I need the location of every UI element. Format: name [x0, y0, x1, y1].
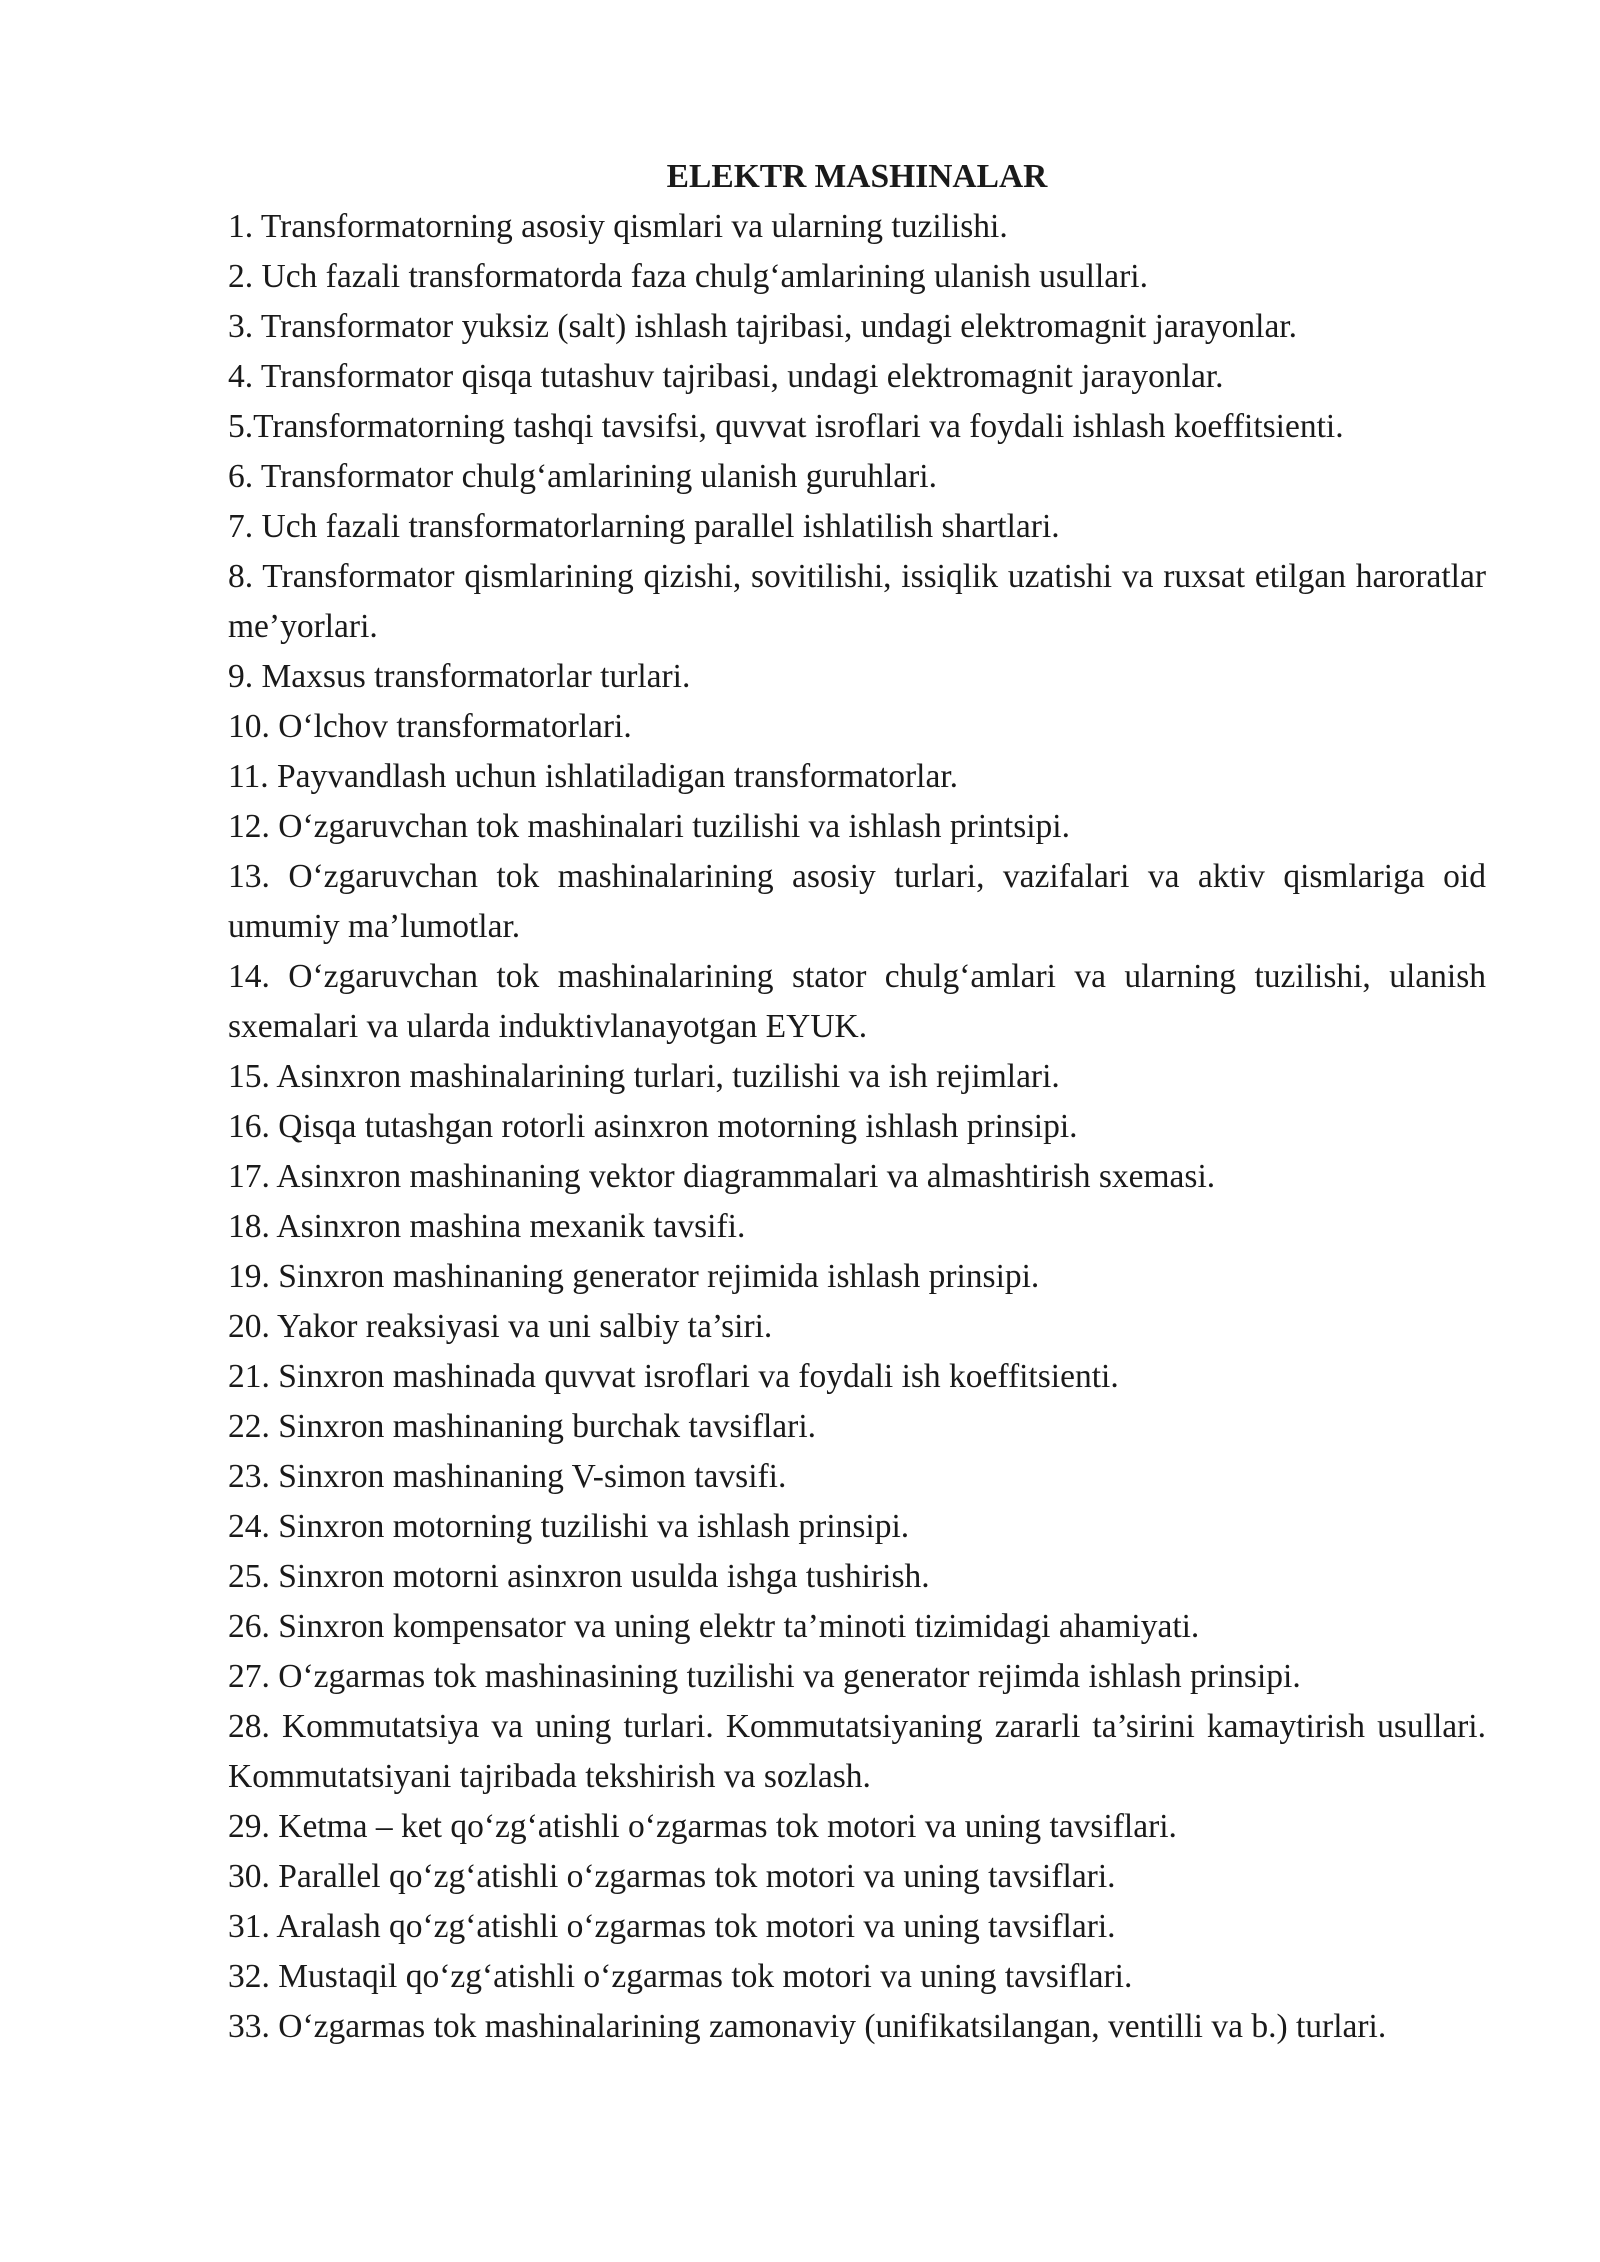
- list-item: 32. Mustaqil qo‘zg‘atishli o‘zgarmas tok motori va uning tavsiflari.: [228, 1958, 1133, 1995]
- document-page: [228, 152, 1486, 2052]
- question-list: [228, 202, 1486, 2052]
- list-item: 14. O‘zgaruvchan tok mashinalarining stator chulg‘amlari va ularning tuzilishi, ulanish sxemalari va ularda induktivlanayotgan EYUK.: [228, 958, 1486, 1045]
- list-item: 1. Transformatorning asosiy qismlari va ularning tuzilishi.: [228, 208, 1008, 245]
- list-item: 19. Sinxron mashinaning generator rejimida ishlash prinsipi.: [228, 1258, 1040, 1295]
- list-item: 23. Sinxron mashinaning V-simon tavsifi.: [228, 1458, 787, 1495]
- list-item: 20. Yakor reaksiyasi va uni salbiy ta’siri.: [228, 1308, 773, 1345]
- list-item: 24. Sinxron motorning tuzilishi va ishlash prinsipi.: [228, 1508, 910, 1545]
- list-item: 16. Qisqa tutashgan rotorli asinxron motorning ishlash prinsipi.: [228, 1108, 1078, 1145]
- list-item: 21. Sinxron mashinada quvvat isroflari va foydali ish koeffitsienti.: [228, 1358, 1119, 1395]
- list-item: 4. Transformator qisqa tutashuv tajribasi, undagi elektromagnit jarayonlar.: [228, 358, 1224, 395]
- list-item: 17. Asinxron mashinaning vektor diagrammalari va almashtirish sxemasi.: [228, 1158, 1216, 1195]
- list-item: 7. Uch fazali transformatorlarning parallel ishlatilish shartlari.: [228, 508, 1060, 545]
- list-item: 10. O‘lchov transformatorlari.: [228, 708, 632, 745]
- list-item: 15. Asinxron mashinalarining turlari, tuzilishi va ish rejimlari.: [228, 1058, 1060, 1095]
- list-item: 8. Transformator qismlarining qizishi, sovitilishi, issiqlik uzatishi va ruxsat etilgan haroratlar me’yorlari.: [228, 558, 1486, 645]
- list-item: 12. O‘zgaruvchan tok mashinalari tuzilishi va ishlash printsipi.: [228, 808, 1070, 845]
- list-item: 30. Parallel qo‘zg‘atishli o‘zgarmas tok motori va uning tavsiflari.: [228, 1858, 1116, 1895]
- list-item: 11. Payvandlash uchun ishlatiladigan transformatorlar.: [228, 758, 958, 795]
- list-item: 5.Transformatorning tashqi tavsifsi, quvvat isroflari va foydali ishlash koeffitsienti.: [228, 408, 1344, 445]
- list-item: 29. Ketma – ket qo‘zg‘atishli o‘zgarmas tok motori va uning tavsiflari.: [228, 1808, 1177, 1845]
- list-item: 31. Aralash qo‘zg‘atishli o‘zgarmas tok motori va uning tavsiflari.: [228, 1908, 1116, 1945]
- list-item: 25. Sinxron motorni asinxron usulda ishga tushirish.: [228, 1558, 930, 1595]
- list-item: 2. Uch fazali transformatorda faza chulg‘amlarining ulanish usullari.: [228, 258, 1148, 295]
- list-item: 27. O‘zgarmas tok mashinasining tuzilishi va generator rejimda ishlash prinsipi.: [228, 1658, 1301, 1695]
- list-item: 9. Maxsus transformatorlar turlari.: [228, 658, 691, 695]
- list-item: 28. Kommutatsiya va uning turlari. Kommutatsiyaning zararli ta’sirini kamaytirish usullari. Kommutatsiyani tajribada tekshirish va sozlash.: [228, 1708, 1486, 1795]
- list-item: 33. O‘zgarmas tok mashinalarining zamonaviy (unifikatsilangan, ventilli va b.) turlari.: [228, 2008, 1387, 2045]
- list-item: 18. Asinxron mashina mexanik tavsifi.: [228, 1208, 746, 1245]
- list-item: 13. O‘zgaruvchan tok mashinalarining asosiy turlari, vazifalari va aktiv qismlariga oid umumiy ma’lumotlar.: [228, 858, 1486, 945]
- list-item: 22. Sinxron mashinaning burchak tavsiflari.: [228, 1408, 817, 1445]
- document-title: ELEKTR MASHINALAR: [666, 158, 1048, 195]
- list-item: 6. Transformator chulg‘amlarining ulanish guruhlari.: [228, 458, 937, 495]
- list-item: 26. Sinxron kompensator va uning elektr ta’minoti tizimidagi ahamiyati.: [228, 1608, 1200, 1645]
- list-item: 3. Transformator yuksiz (salt) ishlash tajribasi, undagi elektromagnit jarayonlar.: [228, 308, 1297, 345]
